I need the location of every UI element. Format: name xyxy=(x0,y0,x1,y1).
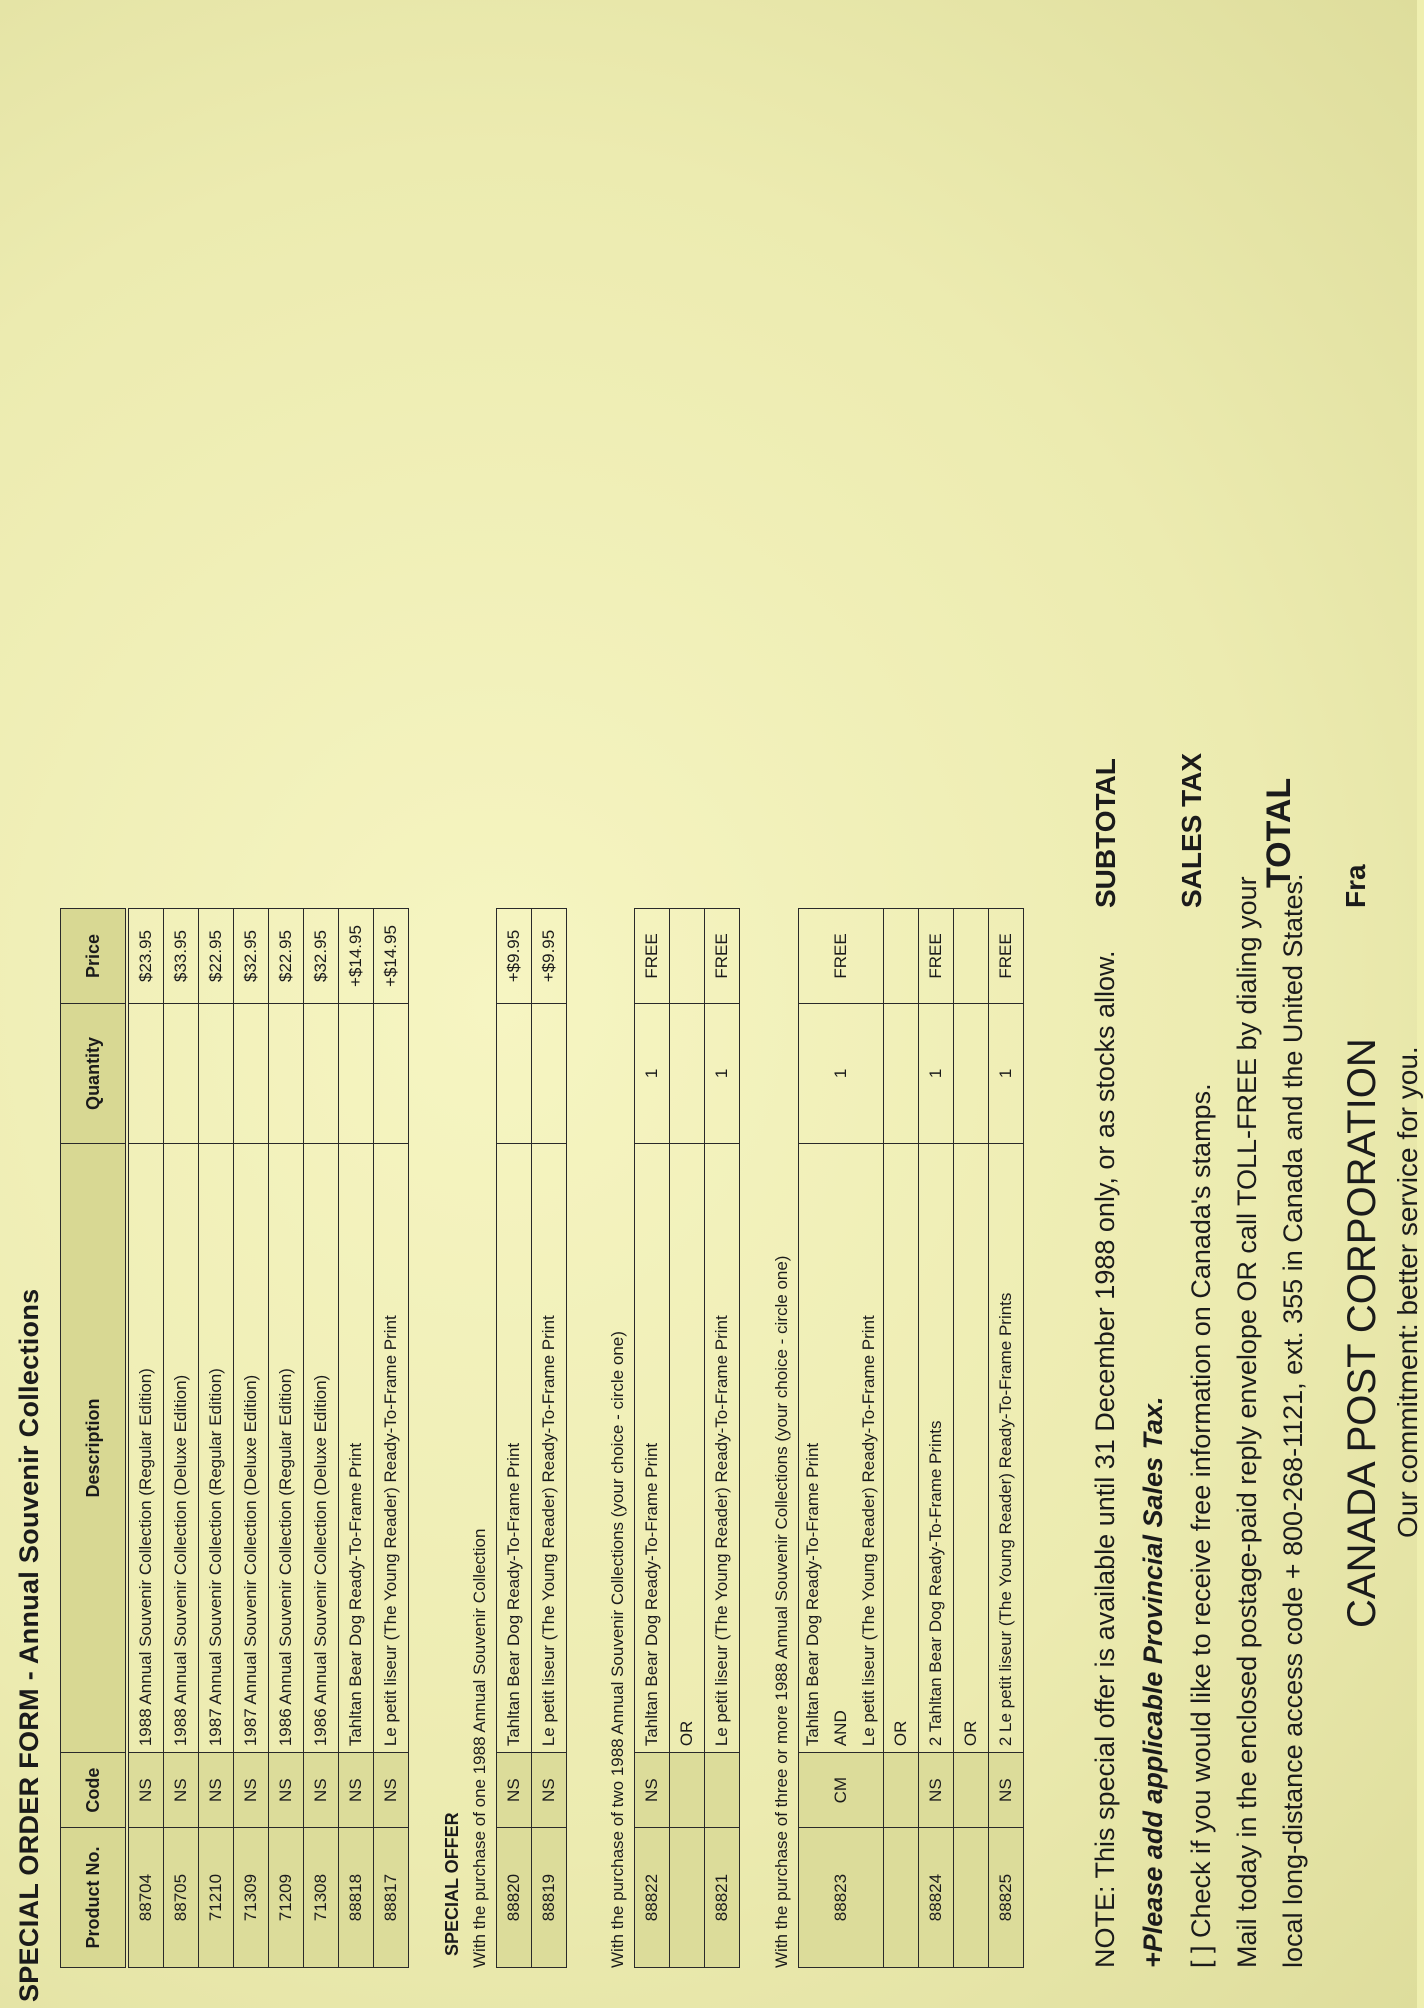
description-cell: Le petit liseur (The Young Reader) Ready-To-Frame Print xyxy=(705,1143,740,1752)
quantity-cell xyxy=(234,1004,269,1144)
price-cell: FREE xyxy=(919,909,954,1004)
code-cell: NS xyxy=(129,1753,164,1828)
code-cell: NS xyxy=(234,1753,269,1828)
table-row xyxy=(705,909,740,1968)
offer-one-label: With the purchase of one 1988 Annual Souvenir Collection xyxy=(470,1528,489,1968)
quantity-cell xyxy=(532,1004,567,1144)
code-cell xyxy=(954,1753,989,1828)
price-cell xyxy=(954,909,989,1004)
or-label: OR xyxy=(954,1143,989,1752)
product-no-cell: 88824 xyxy=(919,1828,954,1968)
code-cell: NS xyxy=(989,1753,1024,1828)
quantity-cell xyxy=(269,1004,304,1144)
description-cell: 1986 Annual Souvenir Collection (Regular Edition) xyxy=(269,1143,304,1752)
special-offer-heading: SPECIAL OFFER xyxy=(442,1812,462,1956)
description-cell: Tahltan Bear Dog Ready-To-Frame Print xyxy=(339,1143,374,1752)
description-cell: 1988 Annual Souvenir Collection (Deluxe Edition) xyxy=(164,1143,199,1752)
description-line: Le petit liseur (The Young Reader) Ready-To-Frame Print xyxy=(859,1315,878,1747)
table-row xyxy=(884,909,919,1968)
quantity-cell xyxy=(304,1004,339,1144)
code-cell: NS xyxy=(532,1753,567,1828)
code-cell: NS xyxy=(635,1753,670,1828)
product-no-cell: 88817 xyxy=(374,1828,409,1968)
table-row xyxy=(234,909,269,1968)
offer-two-rows xyxy=(634,908,740,1968)
quantity-cell xyxy=(164,1004,199,1144)
description-cell xyxy=(799,1143,884,1752)
price-cell: +$14.95 xyxy=(339,909,374,1004)
offer-three-label: With the purchase of three or more 1988 Annual Souvenir Collections (your choice - circle one) xyxy=(772,1255,791,1968)
price-cell: $32.95 xyxy=(234,909,269,1004)
table-row xyxy=(799,909,884,1968)
offer-three-rows xyxy=(798,908,1024,1968)
code-cell: NS xyxy=(304,1753,339,1828)
price-cell: FREE xyxy=(635,909,670,1004)
header-quantity: Quantity xyxy=(61,1003,126,1143)
franchise-fragment: Fra xyxy=(1340,864,1371,908)
price-cell: $32.95 xyxy=(304,909,339,1004)
description-cell: 1986 Annual Souvenir Collection (Deluxe Edition) xyxy=(304,1143,339,1752)
table-row xyxy=(497,909,532,1968)
price-cell xyxy=(884,909,919,1004)
quantity-cell xyxy=(954,1003,989,1143)
code-cell: NS xyxy=(339,1753,374,1828)
product-no-cell: 71209 xyxy=(269,1828,304,1968)
product-no-cell: 88821 xyxy=(705,1828,740,1968)
description-cell: Le petit liseur (The Young Reader) Ready-To-Frame Print xyxy=(374,1143,409,1752)
price-cell: FREE xyxy=(799,909,884,1004)
code-cell: NS xyxy=(199,1753,234,1828)
product-no-cell: 71309 xyxy=(234,1828,269,1968)
note-text: NOTE: This special offer is available until 31 December 1988 only, or as stocks allow. xyxy=(1090,950,1120,1968)
description-cell: Tahltan Bear Dog Ready-To-Frame Print xyxy=(497,1143,532,1752)
price-cell: +$9.95 xyxy=(532,909,567,1004)
table-row xyxy=(989,909,1024,1968)
table-row xyxy=(269,909,304,1968)
code-cell: NS xyxy=(497,1753,532,1828)
price-cell: $33.95 xyxy=(164,909,199,1004)
code-cell: NS xyxy=(269,1753,304,1828)
product-no-cell xyxy=(954,1828,989,1968)
description-cell: 2 Tahltan Bear Dog Ready-To-Frame Prints xyxy=(919,1143,954,1752)
quantity-cell: 1 xyxy=(989,1003,1024,1143)
code-cell xyxy=(670,1753,705,1828)
description-cell: 1988 Annual Souvenir Collection (Regular Edition) xyxy=(129,1143,164,1752)
quantity-cell xyxy=(374,1004,409,1144)
description-cell: 1987 Annual Souvenir Collection (Regular Edition) xyxy=(199,1143,234,1752)
product-no-cell: 71308 xyxy=(304,1828,339,1968)
quantity-cell xyxy=(129,1004,164,1144)
price-cell: FREE xyxy=(705,909,740,1004)
quantity-cell xyxy=(670,1004,705,1144)
table-row xyxy=(919,909,954,1968)
price-cell: +$14.95 xyxy=(374,909,409,1004)
product-no-cell xyxy=(884,1828,919,1968)
tax-note: +Please add applicable Provincial Sales Tax. xyxy=(1138,1396,1168,1968)
code-cell: NS xyxy=(919,1753,954,1828)
product-no-cell: 88822 xyxy=(635,1828,670,1968)
table-row xyxy=(164,909,199,1968)
product-no-cell: 88818 xyxy=(339,1828,374,1968)
quantity-cell: 1 xyxy=(635,1004,670,1144)
table-row xyxy=(635,909,670,1968)
product-no-cell: 71210 xyxy=(199,1828,234,1968)
quantity-cell xyxy=(497,1004,532,1144)
mail-line-2: local long-distance access code + 800-268-1121, ext. 355 in Canada and the United States. xyxy=(1278,873,1308,1968)
header-product-no: Product No. xyxy=(61,1828,126,1968)
table-row xyxy=(954,909,989,1968)
corp-slogan: Our commitment: better service for you. xyxy=(1392,1046,1423,1538)
quantity-cell: 1 xyxy=(799,1003,884,1143)
product-no-cell: 88825 xyxy=(989,1828,1024,1968)
product-no-cell: 88820 xyxy=(497,1828,532,1968)
sales-tax-label: SALES TAX xyxy=(1176,752,1207,908)
table-row xyxy=(129,909,164,1968)
table-row xyxy=(199,909,234,1968)
description-cell: 1987 Annual Souvenir Collection (Deluxe Edition) xyxy=(234,1143,269,1752)
total-label: TOTAL xyxy=(1260,777,1298,888)
offer-two-label: With the purchase of two 1988 Annual Souvenir Collections (your choice - circle one) xyxy=(608,1331,627,1968)
header-price: Price xyxy=(61,909,126,1004)
offer-one-rows xyxy=(496,908,567,1968)
check-info[interactable]: [ ] Check if you would like to receive free information on Canada's stamps. xyxy=(1186,1083,1216,1968)
description-line: AND xyxy=(831,1710,850,1747)
code-cell xyxy=(884,1753,919,1828)
table-row xyxy=(532,909,567,1968)
code-cell: NS xyxy=(164,1753,199,1828)
price-cell: $22.95 xyxy=(199,909,234,1004)
table-header xyxy=(61,909,126,1968)
or-label: OR xyxy=(884,1143,919,1752)
price-cell: FREE xyxy=(989,909,1024,1004)
mail-line-1: Mail today in the enclosed postage-paid reply envelope OR call TOLL-FREE by dialing your xyxy=(1232,876,1262,1968)
header-code: Code xyxy=(61,1753,126,1828)
table-row xyxy=(304,909,339,1968)
quantity-cell xyxy=(339,1004,374,1144)
table-row xyxy=(374,909,409,1968)
price-cell: +$9.95 xyxy=(497,909,532,1004)
quantity-cell xyxy=(199,1004,234,1144)
product-no-cell: 88819 xyxy=(532,1828,567,1968)
description-cell: Le petit liseur (The Young Reader) Ready-To-Frame Print xyxy=(532,1143,567,1752)
description-cell: Tahltan Bear Dog Ready-To-Frame Print xyxy=(635,1143,670,1752)
product-no-cell: 88705 xyxy=(164,1828,199,1968)
order-table xyxy=(60,908,126,1968)
quantity-cell xyxy=(884,1003,919,1143)
code-cell: NS xyxy=(374,1753,409,1828)
corp-name: CANADA POST CORPORATION xyxy=(1340,1038,1384,1628)
table-row xyxy=(339,909,374,1968)
or-label: OR xyxy=(670,1143,705,1752)
price-cell: $22.95 xyxy=(269,909,304,1004)
quantity-cell: 1 xyxy=(705,1004,740,1144)
table-row xyxy=(670,909,705,1968)
code-cell xyxy=(705,1753,740,1828)
description-line: Tahltan Bear Dog Ready-To-Frame Print xyxy=(803,1442,822,1747)
product-no-cell xyxy=(670,1828,705,1968)
code-cell: CM xyxy=(799,1753,884,1828)
price-cell: $23.95 xyxy=(129,909,164,1004)
form-title: SPECIAL ORDER FORM - Annual Souvenir Collections xyxy=(14,1288,44,2002)
order-rows xyxy=(128,908,409,1968)
header-description: Description xyxy=(61,1143,126,1752)
price-cell xyxy=(670,909,705,1004)
product-no-cell: 88704 xyxy=(129,1828,164,1968)
product-no-cell: 88823 xyxy=(799,1828,884,1968)
quantity-cell: 1 xyxy=(919,1003,954,1143)
subtotal-label: SUBTOTAL xyxy=(1090,758,1121,908)
description-cell: 2 Le petit liseur (The Young Reader) Ready-To-Frame Prints xyxy=(989,1143,1024,1752)
